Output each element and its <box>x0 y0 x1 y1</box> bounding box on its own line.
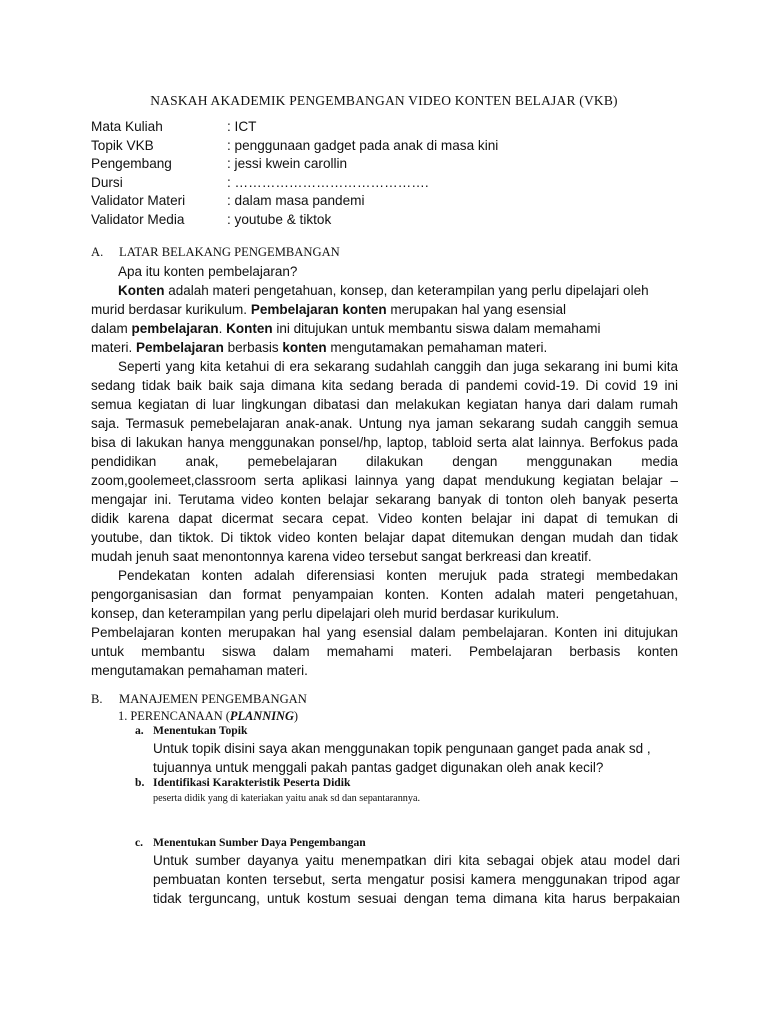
bold-term: Pembelajaran konten <box>250 302 387 317</box>
line-text: . <box>218 321 227 336</box>
paragraph-line: pengorganisasian dan format penyampaian konten. Konten adalah materi pengetahuan, <box>91 587 678 602</box>
paragraph-line: semua kegiatan di luar lingkungan dibatasi dan melakukan kegiatan hanya dari dalam rumah <box>91 397 678 412</box>
pandemic-context-paragraph <box>91 357 678 566</box>
section-b-heading <box>91 692 307 707</box>
meta-key: Validator Media <box>91 211 185 227</box>
paragraph-line: Pembelajaran konten merupakan hal yang esensial dalam pembelajaran. Konten ini ditujukan <box>91 625 678 640</box>
meta-value: : dalam masa pandemi <box>227 193 365 209</box>
line-text: berbasis <box>223 340 283 355</box>
bold-term: Konten <box>226 321 273 336</box>
paragraph-line: untuk membantu siswa dalam memahami materi. Pembelajaran berbasis konten <box>91 644 678 659</box>
meta-key: Mata Kuliah <box>91 119 163 134</box>
meta-row <box>91 118 498 137</box>
section-a-question <box>118 262 688 281</box>
paragraph-line <box>91 300 688 319</box>
planning-close: ) <box>293 709 299 723</box>
paragraph-line: Pendekatan konten adalah diferensiasi konten merujuk pada strategi membedakan <box>118 568 678 583</box>
content-learning-paragraph <box>91 623 678 680</box>
meta-value: : penggunaan gadget pada anak di masa kini <box>227 137 499 153</box>
meta-value: : jessi kwein carollin <box>227 156 348 172</box>
paragraph-line: mengutamakan pemahaman materi. <box>91 663 308 678</box>
learner-label: b. <box>135 776 145 789</box>
paragraph-line <box>91 319 688 338</box>
learner-characteristics-heading <box>135 776 350 789</box>
paragraph-line: tidak terguncang, untuk kostum sesuai dengan tema dimana kita harus berpakaian <box>153 891 680 906</box>
paragraph-line: mudah jenuh saat menontonnya karena video tersebut sangat berkreasi dan kreatif. <box>91 549 592 564</box>
paragraph-line <box>91 338 688 357</box>
line-text: merupakan hal yang esensial <box>386 302 566 317</box>
paragraph-line: Untuk sumber dayanya yaitu menempatkan diri kita sebagai objek atau model dari <box>153 853 680 868</box>
meta-row <box>91 155 498 174</box>
topic-title: Menentukan Topik <box>153 724 248 737</box>
line-text: materi. <box>91 340 137 355</box>
bold-term: Konten <box>118 283 165 298</box>
meta-key: Topik VKB <box>91 137 154 153</box>
meta-value: : ICT <box>227 119 257 134</box>
paragraph-line: didik karena dapat dicermat secara cepat. Video konten belajar ini dapat di temukan di <box>91 511 678 526</box>
planning-heading <box>118 709 298 724</box>
paragraph-line: bisa di lakukan hanya menggunakan ponsel/hp, laptop, tabloid serta alat lainnya. Berfokus pada <box>91 435 678 450</box>
topic-heading <box>135 724 247 737</box>
learner-characteristics-text: peserta didik yang di kateriakan yaitu anak sd dan sepantarannya. <box>153 793 421 804</box>
document-title: NASKAH AKADEMIK PENGEMBANGAN VIDEO KONTEN BELAJAR (VKB) <box>150 93 618 108</box>
line-text: adalah materi pengetahuan, konsep, dan keterampilan yang perlu dipelajari oleh <box>164 283 649 298</box>
paragraph-line: zoom,goolemeet,classroom serta aplikasi lainnya yang dapat mendukung kegiatan belajar – <box>91 473 678 488</box>
planning-text: PERENCANAAN ( <box>130 709 230 723</box>
meta-row <box>91 174 498 193</box>
bold-term: konten <box>282 340 327 355</box>
line-text: ini ditujukan untuk membantu siswa dalam memahami <box>272 321 601 336</box>
line-text: dalam <box>91 321 132 336</box>
meta-value: : ……………………………………. <box>227 174 429 190</box>
resources-title: Menentukan Sumber Daya Pengembangan <box>153 836 366 849</box>
bold-term: Pembelajaran <box>136 340 224 355</box>
meta-key: Validator Materi <box>91 193 186 209</box>
konten-definition-paragraph <box>91 281 688 357</box>
line-text: murid berdasar kurikulum. <box>91 302 251 317</box>
paragraph-line: sedang tidak baik baik saja dimana kita sedang berada di pandemi covid-19. Di covid 19 ini <box>91 378 678 393</box>
section-b-title: MANAJEMEN PENGEMBANGAN <box>119 692 307 706</box>
line-text: mengutamakan pemahaman materi. <box>326 340 548 355</box>
meta-key: Dursi <box>91 174 123 190</box>
paragraph-line <box>91 281 688 300</box>
meta-row <box>91 137 498 156</box>
resources-label: c. <box>135 836 144 849</box>
section-b-label: B. <box>91 692 103 706</box>
paragraph-line: Untuk topik disini saya akan menggunakan topik pengunaan ganget pada anak sd , <box>153 741 651 756</box>
paragraph-line: youtube, dan tiktok. Di tiktok video konten belajar dapat ditemukan dengan mudah dan tidak <box>91 530 678 545</box>
paragraph-line: mengajar ini. Terutama video konten belajar sekarang banyak di tonton oleh banyak peserta <box>91 492 678 507</box>
topic-paragraph <box>153 739 683 777</box>
resources-heading <box>135 836 366 849</box>
learner-title: Identifikasi Karakteristik Peserta Didik <box>153 776 351 789</box>
meta-key: Pengembang <box>91 156 172 172</box>
planning-number: 1. <box>118 709 128 723</box>
planning-italic: PLANNING <box>229 709 294 723</box>
paragraph-line: pendidikan anak, pemebelajaran dilakukan dengan menggunakan media <box>91 454 678 469</box>
paragraph-line: pembuatan konten tersebut, serta mengatur posisi kamera menggunakan tripod agar <box>153 872 680 887</box>
content-approach-paragraph <box>91 566 678 623</box>
resources-paragraph <box>153 851 680 908</box>
meta-row <box>91 192 498 211</box>
meta-row <box>91 211 498 230</box>
topic-label: a. <box>135 724 144 737</box>
meta-value: : youtube & tiktok <box>227 211 332 227</box>
section-a-label: A. <box>91 245 104 259</box>
section-a-title: LATAR BELAKANG PENGEMBANGAN <box>119 245 340 259</box>
metadata-table <box>91 118 498 230</box>
paragraph-line: konsep, dan keterampilan yang perlu dipelajari oleh murid berdasar kurikulum. <box>91 606 560 621</box>
paragraph-line: saja. Termasuk pemebelajaran anak-anak. Untung nya jaman sekarang sudah canggih semua <box>91 416 678 431</box>
bold-term: pembelajaran <box>131 321 219 336</box>
paragraph-line: tujuannya untuk menggali pakah pantas gadget digunakan oleh anak kecil? <box>153 760 604 775</box>
paragraph-line: Seperti yang kita ketahui di era sekarang sudahlah canggih dan juga sekarang ini bumi kita <box>118 359 678 374</box>
section-a-heading <box>91 245 340 260</box>
question-line: Apa itu konten pembelajaran? <box>118 264 298 279</box>
